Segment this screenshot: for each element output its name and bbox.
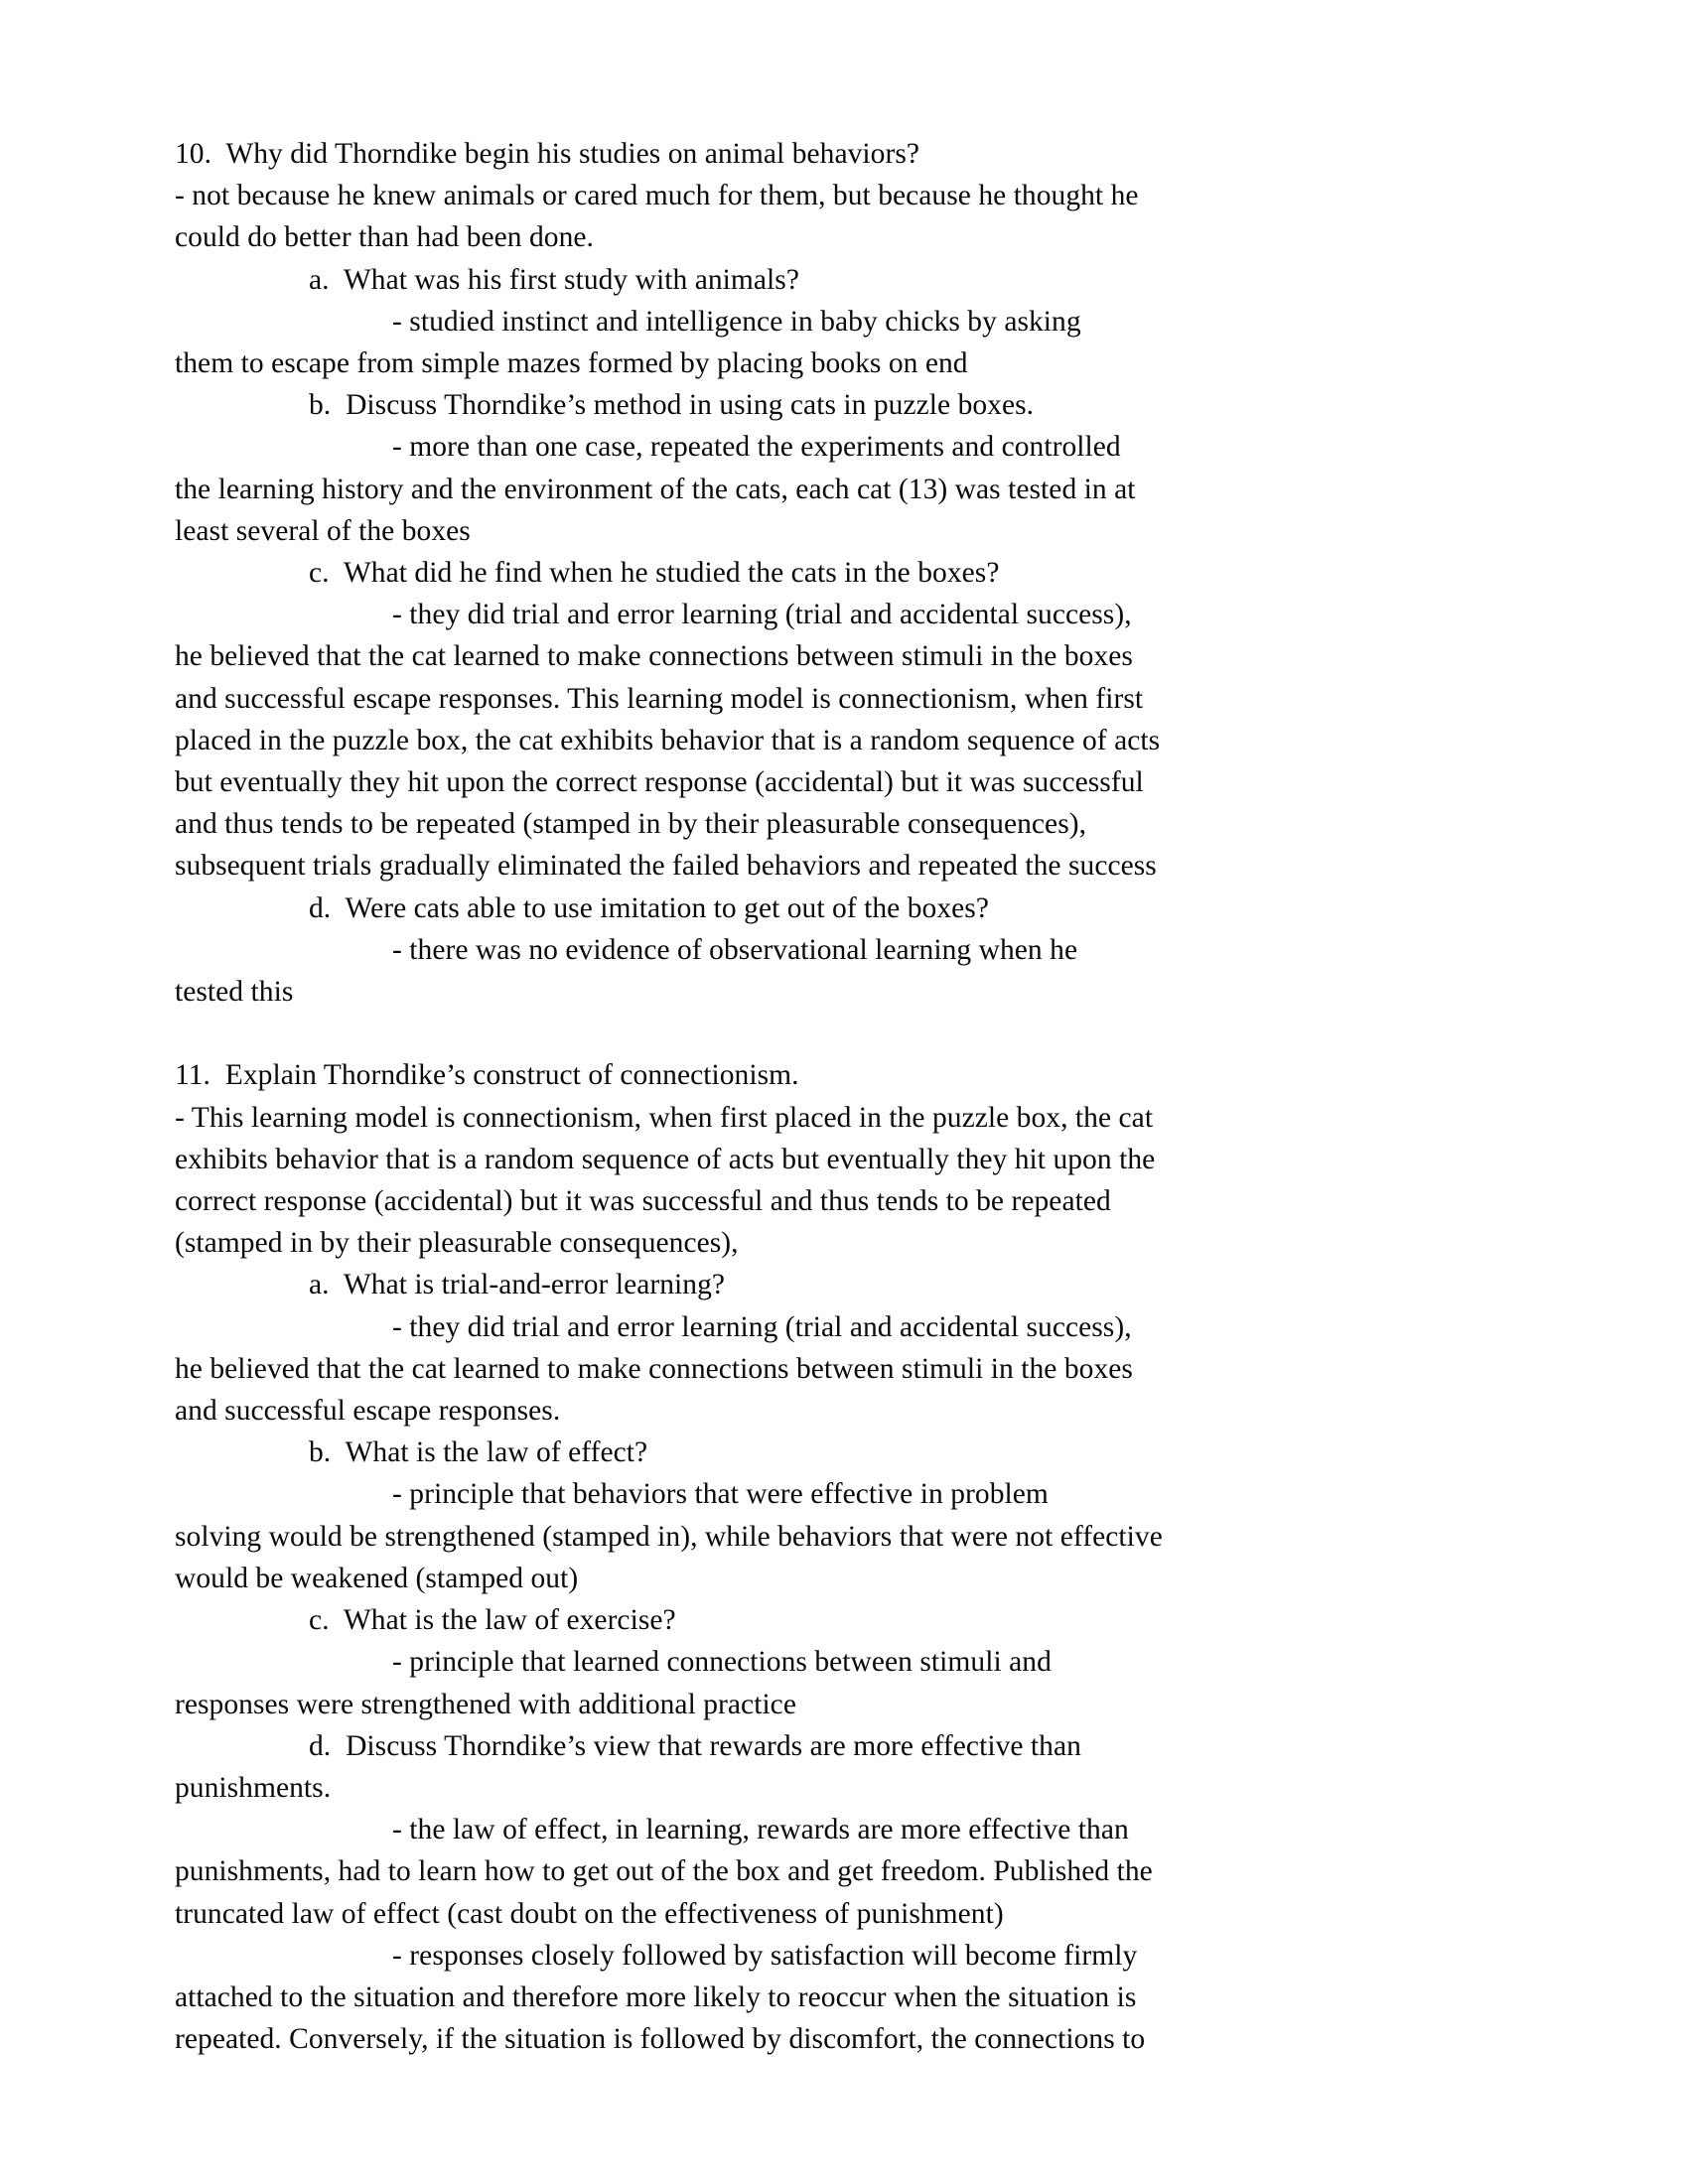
paragraph-gap xyxy=(175,1013,1533,1054)
sub-answer-line: them to escape from simple mazes formed by placing books on end xyxy=(175,347,968,380)
document-body xyxy=(175,133,1533,2060)
sub-answer-line: - responses closely followed by satisfaction will become firmly xyxy=(392,1939,1138,1972)
sub-question-c: c. What is the law of exercise? xyxy=(309,1604,676,1637)
sub-answer-line: least several of the boxes xyxy=(175,514,471,547)
sub-answer-line: repeated. Conversely, if the situation is followed by discomfort, the connections to xyxy=(175,2023,1146,2056)
sub-answer-line: solving would be strengthened (stamped in), while behaviors that were not effective xyxy=(175,1520,1163,1553)
sub-answer-line: punishments, had to learn how to get out of the box and get freedom. Published the xyxy=(175,1855,1153,1888)
sub-answer-line: attached to the situation and therefore more likely to reoccur when the situation is xyxy=(175,1980,1137,2013)
sub-answer-line: truncated law of effect (cast doubt on the effectiveness of punishment) xyxy=(175,1897,1004,1930)
sub-answer-line: - principle that learned connections between stimuli and xyxy=(392,1646,1052,1679)
sub-question-d: d. Discuss Thorndike’s view that rewards are more effective than xyxy=(309,1729,1081,1762)
sub-question-b: b. Discuss Thorndike’s method in using cats in puzzle boxes. xyxy=(309,389,1035,422)
sub-answer-line: - they did trial and error learning (trial and accidental success), xyxy=(392,1310,1132,1343)
sub-answer-line: the learning history and the environment of the cats, each cat (13) was tested in at xyxy=(175,473,1136,505)
sub-question-a: a. What was his first study with animals? xyxy=(309,263,799,296)
sub-question-a: a. What is trial-and-error learning? xyxy=(309,1269,726,1301)
question-block-11 xyxy=(175,1054,1533,2060)
sub-answer-line: and successful escape responses. This learning model is connectionism, when first xyxy=(175,682,1144,715)
answer-line: correct response (accidental) but it was successful and thus tends to be repeated xyxy=(175,1185,1111,1218)
question-block-10 xyxy=(175,133,1533,1013)
sub-answer-line: placed in the puzzle box, the cat exhibits behavior that is a random sequence of acts xyxy=(175,724,1161,756)
sub-answer-line: would be weakened (stamped out) xyxy=(175,1562,579,1594)
sub-answer-line: but eventually they hit upon the correct response (accidental) but it was successful xyxy=(175,766,1144,799)
sub-question-c: c. What did he find when he studied the cats in the boxes? xyxy=(309,557,1000,590)
answer-line: - This learning model is connectionism, when first placed in the puzzle box, the cat xyxy=(175,1101,1154,1134)
sub-answer-line: responses were strengthened with additional practice xyxy=(175,1688,796,1720)
sub-answer-line: - principle that behaviors that were effective in problem xyxy=(392,1478,1049,1511)
sub-answer-line: he believed that the cat learned to make connections between stimuli in the boxes xyxy=(175,640,1133,673)
sub-answer-line: and thus tends to be repeated (stamped in by their pleasurable consequences), xyxy=(175,808,1087,841)
answer-line: exhibits behavior that is a random sequence of acts but eventually they hit upon the xyxy=(175,1143,1156,1175)
sub-answer-line: and successful escape responses. xyxy=(175,1395,561,1428)
question-heading: 10. Why did Thorndike begin his studies on animal behaviors? xyxy=(175,138,919,170)
sub-question-d: d. Were cats able to use imitation to get out of the boxes? xyxy=(309,891,989,924)
sub-question-d-cont: punishments. xyxy=(175,1771,332,1804)
sub-answer-line: - the law of effect, in learning, rewards are more effective than xyxy=(392,1814,1129,1846)
sub-answer-line: subsequent trials gradually eliminated the failed behaviors and repeated the success xyxy=(175,850,1157,883)
sub-question-b: b. What is the law of effect? xyxy=(309,1436,648,1469)
sub-answer-line: tested this xyxy=(175,976,294,1009)
sub-answer-line: - they did trial and error learning (trial and accidental success), xyxy=(392,599,1132,631)
sub-answer-line: he believed that the cat learned to make connections between stimuli in the boxes xyxy=(175,1352,1133,1385)
sub-answer-line: - more than one case, repeated the experiments and controlled xyxy=(392,431,1121,464)
answer-line: could do better than had been done. xyxy=(175,221,594,254)
sub-answer-line: - studied instinct and intelligence in baby chicks by asking xyxy=(392,305,1081,338)
question-heading: 11. Explain Thorndike’s construct of connectionism. xyxy=(175,1059,799,1092)
answer-line: - not because he knew animals or cared much for them, but because he thought he xyxy=(175,180,1139,212)
answer-line: (stamped in by their pleasurable consequences), xyxy=(175,1227,739,1260)
sub-answer-line: - there was no evidence of observational learning when he xyxy=(392,933,1078,966)
